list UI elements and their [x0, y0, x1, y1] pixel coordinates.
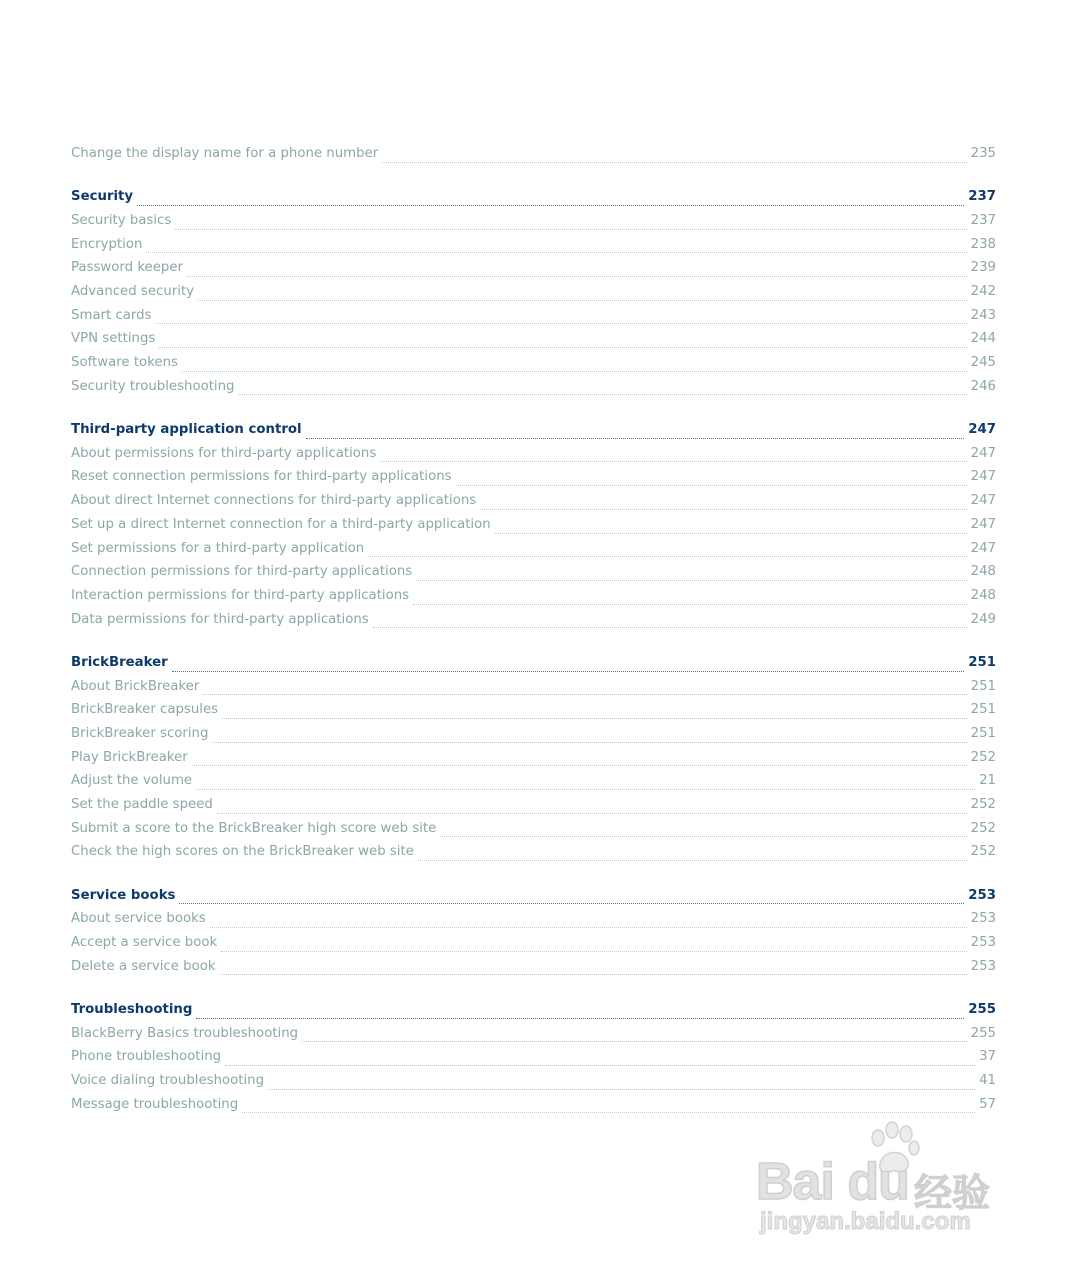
toc-page-number: 247 [970, 469, 996, 485]
toc-entry-title: Troubleshooting [71, 1001, 193, 1017]
toc-page-number: 253 [970, 935, 996, 950]
toc-page-number: 246 [970, 378, 996, 394]
dot-leader [196, 789, 975, 790]
toc-entry[interactable] [71, 213, 996, 237]
toc-entry-title: BrickBreaker scoring [71, 725, 209, 741]
toc-page-number: 247 [970, 445, 996, 461]
toc-entry-title: About BrickBreaker [71, 678, 200, 694]
toc-page-number: 255 [968, 1001, 996, 1017]
toc-entry-title: About permissions for third-party applications [71, 445, 377, 461]
toc-page-number: 248 [970, 587, 996, 603]
dot-leader [220, 974, 967, 975]
watermark-url: jingyan.baidu.com [760, 1208, 971, 1235]
toc-entry[interactable] [71, 612, 996, 636]
toc-page-number: 251 [970, 725, 996, 741]
toc-page-number: 249 [970, 611, 996, 627]
toc-entry-title: VPN settings [71, 331, 156, 347]
toc-page-number: 255 [970, 1025, 996, 1041]
toc-entry-title: Set up a direct Internet connection for a third-party application [71, 516, 491, 532]
toc-entry[interactable] [71, 308, 996, 332]
table-of-contents [71, 146, 996, 1120]
toc-entry-title: Message troubleshooting [71, 1096, 239, 1112]
dot-leader [413, 604, 967, 605]
dot-leader [416, 580, 966, 581]
dot-leader [146, 252, 966, 253]
toc-entry-title: Service books [71, 887, 176, 903]
toc-entry-title: Phone troubleshooting [71, 1049, 222, 1065]
toc-page-number: 253 [968, 887, 996, 903]
toc-page-number: 251 [968, 654, 996, 670]
toc-page-number: 251 [970, 678, 996, 694]
toc-entry-title: Accept a service book [71, 935, 218, 950]
dot-leader [440, 836, 966, 837]
watermark-brand-cn: 经验 [914, 1171, 991, 1215]
toc-page-number: 251 [970, 702, 996, 718]
toc-page-number: 237 [968, 189, 996, 205]
dot-leader [196, 1018, 964, 1019]
dot-leader [268, 1089, 975, 1090]
dot-leader [222, 718, 967, 719]
toc-page-number: 252 [970, 796, 996, 812]
toc-page-number: 242 [970, 284, 996, 300]
toc-page-number: 252 [970, 749, 996, 765]
dot-leader [212, 742, 966, 743]
dot-leader [225, 1065, 975, 1066]
baidu-jingyan-watermark [756, 1120, 1006, 1240]
dot-leader [380, 461, 966, 462]
toc-entry[interactable] [71, 379, 996, 403]
toc-entry[interactable] [71, 844, 996, 868]
toc-page-number: 252 [970, 820, 996, 836]
toc-entry-title: About direct Internet connections for third-party applications [71, 493, 477, 509]
toc-section-heading[interactable] [71, 1002, 996, 1026]
dot-leader [210, 927, 967, 928]
dot-leader [217, 813, 967, 814]
toc-page-number: 247 [970, 493, 996, 509]
toc-entry-title: Advanced security [71, 284, 194, 300]
toc-entry[interactable] [71, 260, 996, 284]
toc-page-number: 238 [970, 236, 996, 252]
toc-entry-title: Adjust the volume [71, 773, 193, 789]
toc-entry[interactable] [71, 331, 996, 355]
dot-leader [182, 371, 967, 372]
dot-leader [187, 276, 967, 277]
dot-leader [198, 300, 967, 301]
dot-leader [306, 438, 965, 439]
toc-entry-title: Change the display name for a phone number [71, 146, 379, 161]
toc-entry-title: BrickBreaker [71, 654, 168, 670]
toc-page-number: 247 [968, 422, 996, 438]
toc-entry[interactable] [71, 146, 996, 170]
toc-entry-title: Connection permissions for third-party applications [71, 564, 413, 580]
dot-leader [192, 765, 967, 766]
toc-entry[interactable] [71, 517, 996, 541]
toc-page-number: 247 [970, 540, 996, 556]
toc-entry-title: Set permissions for a third-party application [71, 540, 365, 556]
toc-section-heading[interactable] [71, 422, 996, 446]
toc-entry[interactable] [71, 446, 996, 470]
dot-leader [368, 556, 966, 557]
dot-leader [156, 323, 967, 324]
toc-entry[interactable] [71, 588, 996, 612]
toc-entry-title: Smart cards [71, 307, 152, 323]
toc-entry-title: Data permissions for third-party applications [71, 611, 369, 627]
toc-page-number: 21 [979, 773, 996, 789]
toc-entry[interactable] [71, 935, 996, 959]
toc-entry[interactable] [71, 959, 996, 983]
toc-entry-title: Set the paddle speed [71, 796, 213, 812]
toc-entry[interactable] [71, 237, 996, 261]
toc-page-number: 37 [979, 1049, 996, 1065]
toc-entry-title: Encryption [71, 236, 143, 252]
toc-entry[interactable] [71, 355, 996, 379]
dot-leader [382, 162, 966, 163]
dot-leader [495, 533, 967, 534]
toc-section-heading[interactable] [71, 189, 996, 213]
toc-entry[interactable] [71, 726, 996, 750]
toc-entry-title: BrickBreaker capsules [71, 702, 219, 718]
dot-leader [480, 509, 966, 510]
toc-entry[interactable] [71, 702, 996, 726]
toc-entry[interactable] [71, 284, 996, 308]
toc-entry-title: Third-party application control [71, 422, 302, 438]
toc-entry-title: Voice dialing troubleshooting [71, 1073, 265, 1089]
toc-page-number: 41 [979, 1073, 996, 1089]
toc-entry[interactable] [71, 821, 996, 845]
toc-entry-title: Submit a score to the BrickBreaker high score web site [71, 820, 437, 836]
toc-entry-title: BlackBerry Basics troubleshooting [71, 1025, 299, 1041]
toc-page-number: 57 [979, 1096, 996, 1112]
toc-entry-title: Delete a service book [71, 958, 216, 974]
toc-page-number: 253 [970, 958, 996, 974]
toc-entry-title: Reset connection permissions for third-party applications [71, 469, 452, 485]
toc-section-heading[interactable] [71, 655, 996, 679]
toc-section-heading[interactable] [71, 888, 996, 912]
toc-entry[interactable] [71, 1073, 996, 1097]
toc-page-number: 247 [970, 516, 996, 532]
toc-entry[interactable] [71, 679, 996, 703]
toc-entry-title: About service books [71, 911, 206, 927]
dot-leader [456, 485, 967, 486]
toc-entry-title: Security troubleshooting [71, 378, 235, 394]
dot-leader [137, 205, 964, 206]
toc-entry-title: Password keeper [71, 260, 184, 276]
dot-leader [179, 903, 964, 904]
dot-leader [418, 860, 967, 861]
toc-entry[interactable] [71, 469, 996, 493]
dot-leader [159, 347, 966, 348]
toc-entry-title: Play BrickBreaker [71, 749, 188, 765]
toc-entry[interactable] [71, 541, 996, 565]
toc-page-number: 243 [970, 307, 996, 323]
toc-entry[interactable] [71, 911, 996, 935]
toc-entry[interactable] [71, 797, 996, 821]
toc-entry[interactable] [71, 750, 996, 774]
dot-leader [242, 1112, 975, 1113]
watermark-brand: Bai du [756, 1153, 909, 1211]
toc-entry[interactable] [71, 1049, 996, 1073]
toc-entry-title: Security [71, 189, 134, 205]
toc-page-number: 235 [970, 146, 996, 161]
toc-entry-title: Software tokens [71, 355, 178, 371]
toc-entry[interactable] [71, 773, 996, 797]
toc-entry-title: Interaction permissions for third-party applications [71, 587, 410, 603]
toc-entry[interactable] [71, 1097, 996, 1121]
toc-entry[interactable] [71, 493, 996, 517]
toc-page-number: 239 [970, 260, 996, 276]
dot-leader [373, 627, 967, 628]
dot-leader [172, 671, 965, 672]
toc-page-number: 244 [970, 331, 996, 347]
toc-entry[interactable] [71, 1026, 996, 1050]
toc-page-number: 248 [970, 564, 996, 580]
toc-entry[interactable] [71, 564, 996, 588]
toc-entry-title: Security basics [71, 212, 172, 228]
dot-leader [203, 694, 966, 695]
dot-leader [239, 394, 967, 395]
toc-page-number: 252 [970, 844, 996, 860]
toc-page-number: 237 [970, 212, 996, 228]
toc-page-number: 245 [970, 355, 996, 371]
dot-leader [221, 951, 966, 952]
dot-leader [302, 1041, 967, 1042]
toc-entry-title: Check the high scores on the BrickBreaker web site [71, 844, 414, 860]
toc-page-number: 253 [970, 911, 996, 927]
dot-leader [175, 229, 966, 230]
